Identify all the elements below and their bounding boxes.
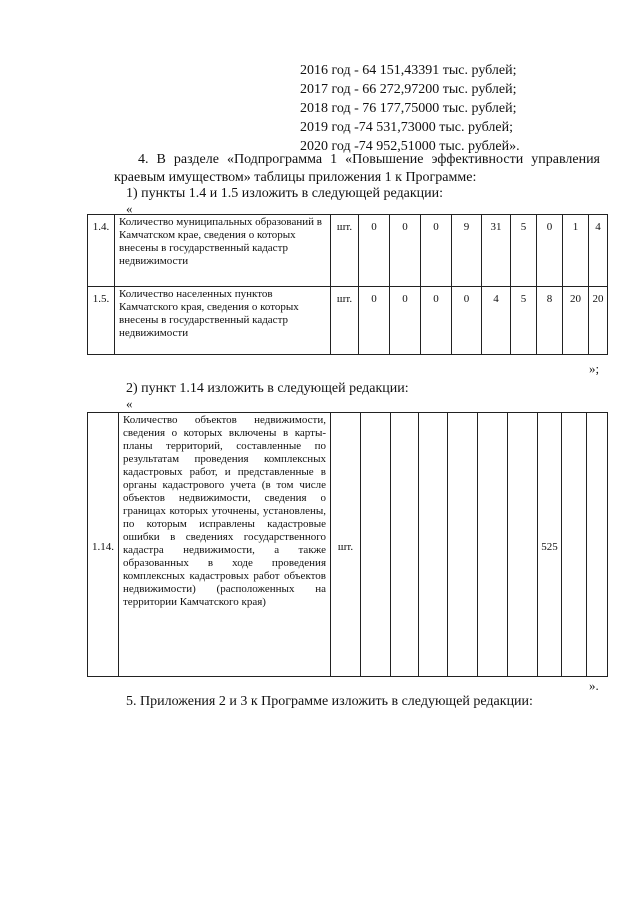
budget-line-2020: 2020 год -74 952,51000 тыс. рублей». xyxy=(300,139,520,154)
sub-item-2: 2) пункт 1.14 изложить в следующей редакции: xyxy=(126,381,409,396)
value-cell: 20 xyxy=(589,287,608,355)
value-cell: 4 xyxy=(589,215,608,287)
open-quote-1: « xyxy=(126,201,133,216)
section5-text: 5. Приложения 2 и 3 к Программе изложить в следующей редакции: xyxy=(126,694,533,709)
budget-line-2018: 2018 год - 76 177,75000 тыс. рублей; xyxy=(300,101,517,116)
section4-line1: 4. В разделе «Подпрограмма 1 «Повышение эффективности управления xyxy=(138,152,600,167)
table-item-1-14 xyxy=(87,412,608,677)
row-number: 1.5. xyxy=(88,287,115,355)
value-cell xyxy=(508,413,538,677)
value-cell xyxy=(361,413,391,677)
value-cell: 0 xyxy=(390,215,421,287)
row-description: Количество муниципальных образований в Камчатском крае, сведения о которых внесены в государственный кадастр недвижимости xyxy=(115,215,331,287)
row-description: Количество населенных пунктов Камчатского края, сведения о которых внесены в государственный кадастр недвижимости xyxy=(115,287,331,355)
value-cell: 9 xyxy=(452,215,482,287)
close-quote-1: »; xyxy=(589,361,600,376)
value-cell: 0 xyxy=(359,287,390,355)
value-cell xyxy=(448,413,478,677)
value-cell: 0 xyxy=(359,215,390,287)
budget-line-2017: 2017 год - 66 272,97200 тыс. рублей; xyxy=(300,82,517,97)
value-cell: 0 xyxy=(421,215,452,287)
value-cell: 0 xyxy=(421,287,452,355)
value-cell: 4 xyxy=(482,287,511,355)
value-cell xyxy=(562,413,587,677)
budget-line-2016: 2016 год - 64 151,43391 тыс. рублей; xyxy=(300,63,517,78)
value-cell: 31 xyxy=(482,215,511,287)
value-cell xyxy=(419,413,448,677)
open-quote-2: « xyxy=(126,396,133,411)
section4-line2: краевым имуществом» таблицы приложения 1 к Программе: xyxy=(114,170,477,185)
row-description: Количество объектов недвижимости, сведения о которых включены в карты-планы территорий, составленные по результатам проведения комплексных кадастровых работ, и представленные в органы кадастрового учета (в том числе объектов недвижимости, сведения о границах которых уточнены, установлены, по которым исправлены кадастровые ошибки в сведениях государственного кадастра недвижимости, а также образованных в ходе проведения комплексных кадастровых работ объектов недвижимости) (расположенных на территории Камчатского края) xyxy=(119,413,331,677)
row-unit: шт. xyxy=(331,413,361,677)
row-unit: шт. xyxy=(331,287,359,355)
sub-item-1: 1) пункты 1.4 и 1.5 изложить в следующей редакции: xyxy=(126,186,444,201)
budget-line-2019: 2019 год -74 531,73000 тыс. рублей; xyxy=(300,120,514,135)
value-cell xyxy=(478,413,508,677)
row-unit: шт. xyxy=(331,215,359,287)
table-row xyxy=(88,215,608,287)
row-number: 1.4. xyxy=(88,215,115,287)
value-cell xyxy=(587,413,608,677)
value-cell: 20 xyxy=(563,287,589,355)
budget-lines xyxy=(300,61,520,156)
value-cell: 1 xyxy=(563,215,589,287)
row-number: 1.14. xyxy=(88,413,119,677)
value-cell: 0 xyxy=(452,287,482,355)
table-items-1-4-1-5 xyxy=(87,214,608,355)
value-cell: 0 xyxy=(537,215,563,287)
value-cell: 8 xyxy=(537,287,563,355)
table-row xyxy=(88,413,608,677)
value-cell: 525 xyxy=(538,413,562,677)
value-cell: 5 xyxy=(511,287,537,355)
table-row xyxy=(88,287,608,355)
value-cell: 5 xyxy=(511,215,537,287)
value-cell: 0 xyxy=(390,287,421,355)
value-cell xyxy=(391,413,419,677)
close-quote-2: ». xyxy=(589,678,599,693)
